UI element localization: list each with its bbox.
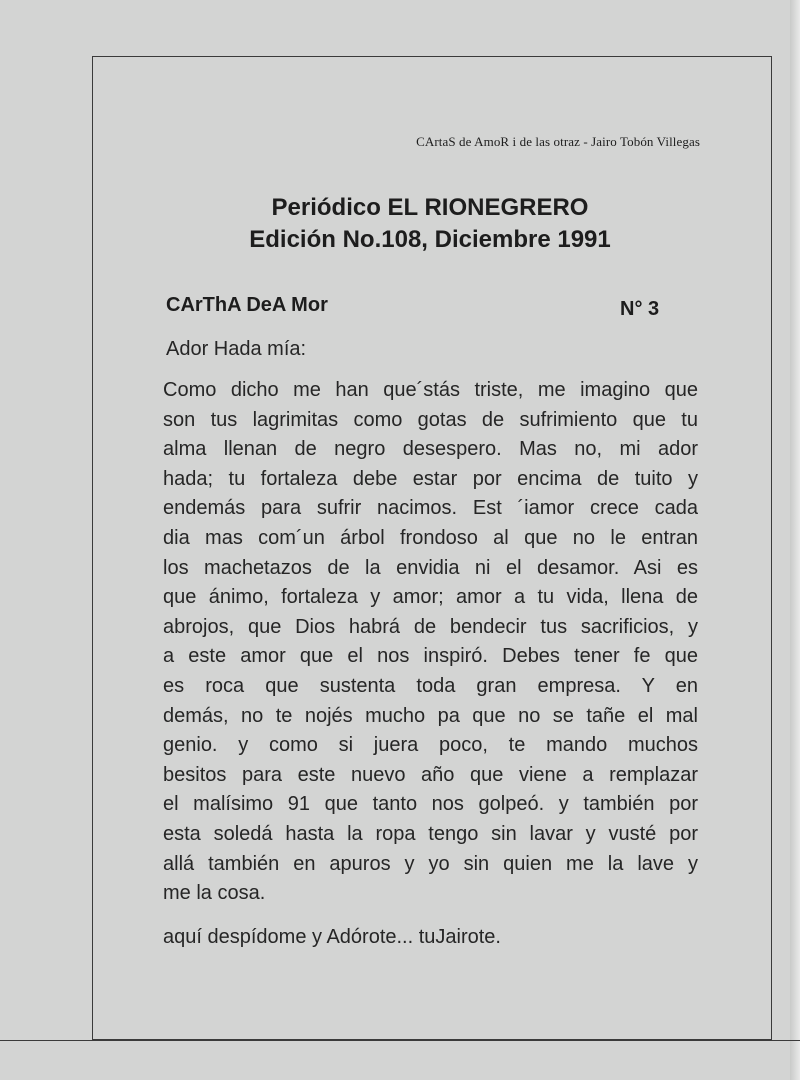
bottom-rule <box>0 1040 800 1041</box>
body-line: que ánimo, fortaleza y amor; amor a tu vida, llena de <box>163 586 698 609</box>
body-line: dia mas com´un árbol frondoso al que no le entran <box>163 526 698 549</box>
body-line: es roca que sustenta toda gran empresa. Y en <box>163 674 698 697</box>
body-line: abrojos, que Dios habrá de bendecir tus sacrificios, y <box>163 615 698 638</box>
body-line: a este amor que el nos inspiró. Debes tener fe que <box>163 645 698 668</box>
body-line: alma llenan de negro desespero. Mas no, mi ador <box>163 438 698 461</box>
body-line: endemás para sufrir nacimos. Est ´iamor crece cada <box>163 497 698 520</box>
body-line: esta soledá hasta la ropa tengo sin lavar y vusté por <box>163 822 698 845</box>
letter-body <box>163 376 698 909</box>
body-line: son tus lagrimitas como gotas de sufrimiento que tu <box>163 408 698 431</box>
page-edge <box>790 0 800 1080</box>
letter-title: CArThA DeA Mor <box>166 294 328 316</box>
body-line: allá también en apuros y yo sin quien me la lave y <box>163 852 698 875</box>
body-line: los machetazos de la envidia ni el desamor. Asi es <box>163 556 698 579</box>
body-line: genio. y como si juera poco, te mando muchos <box>163 734 698 757</box>
letter-number: N° 3 <box>620 298 660 320</box>
running-header: CArtaS de AmoR i de las otraz - Jairo Tobón Villegas <box>416 134 700 149</box>
salutation: Ador Hada mía: <box>166 338 307 360</box>
publication-name: Periódico EL RIONEGRERO <box>271 194 589 221</box>
body-line: Como dicho me han que´stás triste, me imagino que <box>163 379 698 401</box>
body-line: demás, no te nojés mucho pa que no se tañe el mal <box>163 704 698 727</box>
publication-edition: Edición No.108, Diciembre 1991 <box>249 226 611 253</box>
body-line: el malísimo 91 que tanto nos golpeó. y también por <box>163 793 698 816</box>
body-line: hada; tu fortaleza debe estar por encima de tuito y <box>163 467 698 490</box>
body-line: me la cosa. <box>163 882 266 905</box>
body-line: besitos para este nuevo año que viene a remplazar <box>163 763 698 786</box>
closing-line: aquí despídome y Adórote... tuJairote. <box>163 926 501 948</box>
